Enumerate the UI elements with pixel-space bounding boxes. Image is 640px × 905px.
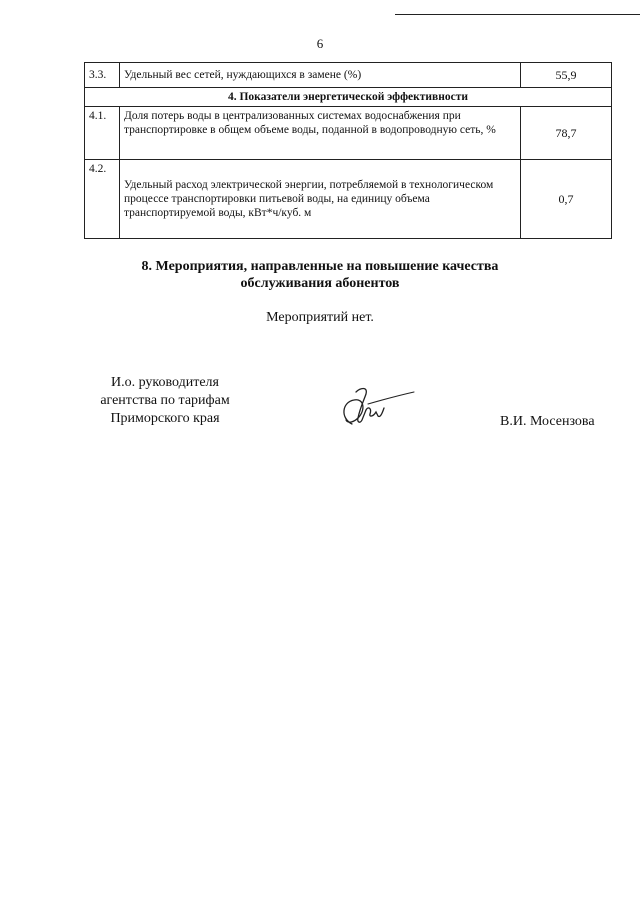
table-row: [85, 63, 612, 88]
table-section-row: [85, 88, 612, 107]
row-value: 0,7: [521, 160, 612, 239]
row-number: 4.1.: [85, 107, 120, 160]
row-number: 3.3.: [85, 63, 120, 88]
section-8-heading-line-2: обслуживания абонентов: [240, 276, 400, 291]
row-value: 55,9: [521, 63, 612, 88]
indicators-table: [84, 62, 612, 239]
signer-position: [80, 374, 250, 428]
row-description: Удельный расход электрической энергии, потребляемой в технологическом процессе транспортировки питьевой воды, на единицу объема транспортируемой воды, кВт*ч/куб. м: [124, 179, 494, 219]
row-value: 78,7: [521, 107, 612, 160]
signer-position-line-2: агентства по тарифам: [100, 393, 230, 408]
section-8-heading: [0, 258, 640, 292]
signer-position-line-3: Приморского края: [110, 411, 220, 426]
row-number: 4.2.: [85, 160, 120, 239]
row-description: Доля потерь воды в централизованных системах водоснабжения при транспортировке в общем объеме воды, поданной в водопроводную сеть, %: [120, 107, 521, 160]
signer-position-line-1: И.о. руководителя: [110, 375, 219, 390]
no-activities-text: Мероприятий нет.: [266, 310, 374, 325]
section-4-heading: 4. Показатели энергетической эффективности: [85, 88, 612, 107]
page-top-border-mark: [395, 0, 640, 15]
signer-name: В.И. Мосензова: [500, 414, 595, 429]
section-8-heading-line-1: 8. Мероприятия, направленные на повышение качества: [141, 259, 499, 274]
table-row: [85, 107, 612, 160]
table-row: [85, 160, 612, 239]
row-description-cell: [120, 160, 521, 239]
row-description: Удельный вес сетей, нуждающихся в замене (%): [120, 63, 521, 88]
page-number: 6: [316, 36, 324, 51]
handwritten-signature: [338, 384, 418, 430]
